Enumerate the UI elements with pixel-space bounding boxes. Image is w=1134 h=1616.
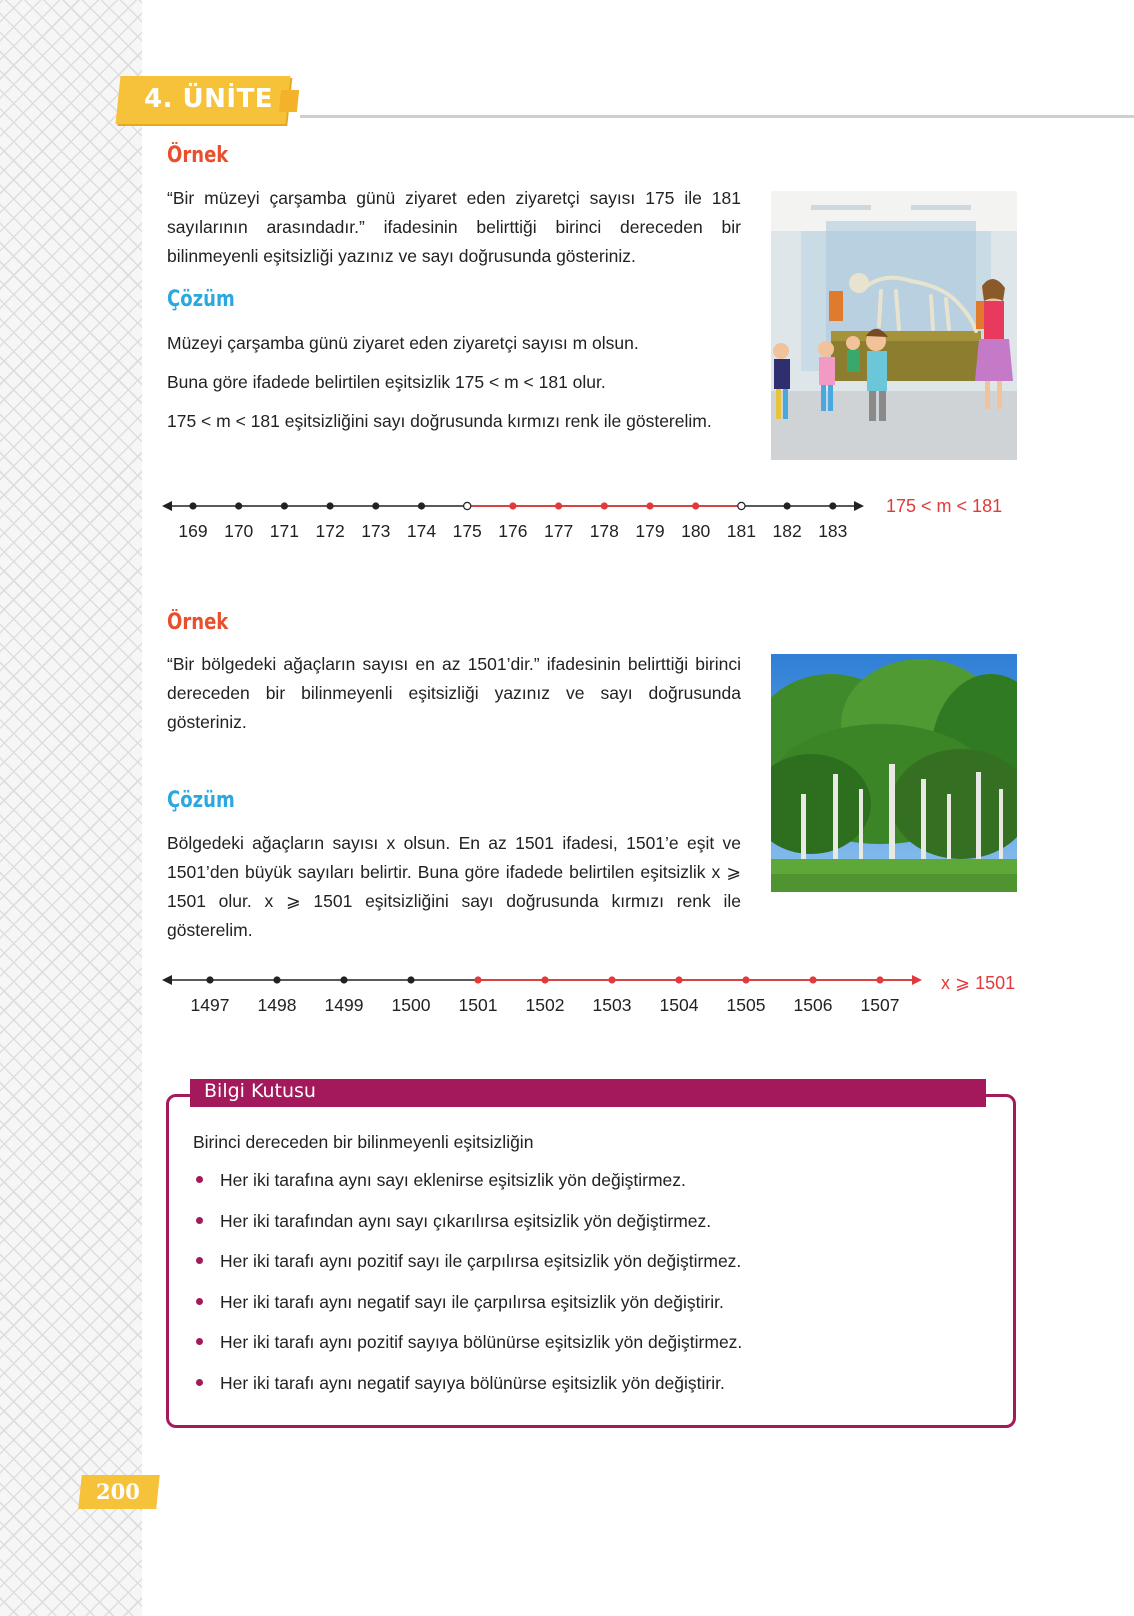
solution-point bbox=[742, 976, 749, 983]
tick-label: 176 bbox=[498, 521, 528, 541]
point bbox=[327, 502, 334, 509]
point bbox=[407, 976, 414, 983]
point bbox=[235, 502, 242, 509]
tick-label: 1505 bbox=[726, 995, 766, 1015]
point bbox=[206, 976, 213, 983]
info-box-list bbox=[193, 1170, 742, 1413]
example2-question: “Bir bölgedeki ağaçların sayısı en az 1501’dir.” ifadesinin belirttiği birinci dereceden bir bilinmeyenli eşitsizliği yazınız ve sayı doğrusunda gösteriniz. bbox=[167, 654, 741, 732]
tick-label: 177 bbox=[543, 521, 574, 541]
header-rule bbox=[300, 115, 1134, 118]
tick-label: 1502 bbox=[525, 995, 565, 1015]
example1-solution-heading: Çözüm bbox=[167, 287, 235, 312]
museum-illustration bbox=[771, 191, 1017, 460]
tick-label: 174 bbox=[406, 521, 437, 541]
arrow-right-icon bbox=[912, 975, 922, 985]
arrow-right-icon bbox=[854, 501, 864, 511]
solution-point bbox=[509, 502, 516, 509]
point bbox=[340, 976, 347, 983]
point bbox=[372, 502, 379, 509]
point bbox=[281, 502, 288, 509]
forest-photo bbox=[771, 654, 1017, 892]
solution-point bbox=[555, 502, 562, 509]
bullet-icon bbox=[196, 1217, 203, 1224]
example1-heading: Örnek bbox=[167, 143, 229, 168]
tick-label: 1500 bbox=[391, 995, 431, 1015]
solution-point bbox=[692, 502, 699, 509]
unit-label: 4. ÜNİTE bbox=[144, 84, 274, 114]
bullet-icon bbox=[196, 1257, 203, 1264]
solution-point bbox=[675, 976, 682, 983]
info-list-item: Her iki tarafından aynı sayı çıkarılırsa eşitsizlik yön değiştirmez. bbox=[193, 1211, 742, 1252]
tick-label: 181 bbox=[726, 521, 757, 541]
tick-label: 169 bbox=[178, 521, 208, 541]
tick-label: 1507 bbox=[860, 995, 900, 1015]
number-line-2 bbox=[160, 968, 930, 1022]
solution-point bbox=[876, 976, 883, 983]
number-line-2-label: x ⩾ 1501 bbox=[941, 973, 1016, 993]
tick-label: 175 bbox=[452, 521, 482, 541]
number-line-1 bbox=[160, 494, 870, 548]
solution-point bbox=[541, 976, 548, 983]
solution-point bbox=[474, 976, 481, 983]
arrow-left-icon bbox=[162, 501, 172, 511]
solution-point bbox=[809, 976, 816, 983]
bullet-icon bbox=[196, 1379, 203, 1386]
tick-label: 1501 bbox=[458, 995, 498, 1015]
solution-point bbox=[601, 502, 608, 509]
example2-heading: Örnek bbox=[167, 610, 229, 635]
unit-banner bbox=[104, 76, 304, 124]
solution-line: 175 < m < 181 eşitsizliğini sayı doğrusunda kırmızı renk ile gösterelim. bbox=[167, 411, 712, 431]
tick-label: 1504 bbox=[659, 995, 699, 1015]
number-line-1-label: 175 < m < 181 bbox=[886, 496, 1003, 516]
tick-label: 180 bbox=[681, 521, 711, 541]
info-list-item: Her iki tarafına aynı sayı eklenirse eşitsizlik yön değiştirmez. bbox=[193, 1170, 742, 1211]
tick-label: 1498 bbox=[257, 995, 297, 1015]
point bbox=[273, 976, 280, 983]
open-point bbox=[738, 502, 745, 509]
bullet-icon bbox=[196, 1338, 203, 1345]
point bbox=[418, 502, 425, 509]
solution-point bbox=[646, 502, 653, 509]
info-box-title: Bilgi Kutusu bbox=[204, 1080, 316, 1102]
solution-line: Müzeyi çarşamba günü ziyaret eden ziyaretçi sayısı m olsun. bbox=[167, 333, 639, 353]
open-point bbox=[464, 502, 471, 509]
tick-label: 1506 bbox=[793, 995, 833, 1015]
info-list-item: Her iki tarafı aynı pozitif sayıya bölünürse eşitsizlik yön değiştirmez. bbox=[193, 1332, 742, 1373]
bullet-icon bbox=[196, 1176, 203, 1183]
example2-solution-heading: Çözüm bbox=[167, 788, 235, 813]
info-list-item: Her iki tarafı aynı negatif sayı ile çarpılırsa eşitsizlik yön değiştirir. bbox=[193, 1292, 742, 1333]
point bbox=[189, 502, 196, 509]
tick-label: 1499 bbox=[324, 995, 364, 1015]
example1-solution bbox=[167, 329, 741, 436]
tick-label: 172 bbox=[315, 521, 345, 541]
info-list-item: Her iki tarafı aynı negatif sayıya bölünürse eşitsizlik yön değiştirir. bbox=[193, 1373, 742, 1414]
solution-point bbox=[608, 976, 615, 983]
tick-label: 173 bbox=[361, 521, 391, 541]
tick-label: 183 bbox=[818, 521, 848, 541]
decorative-lattice-margin bbox=[0, 0, 142, 1616]
info-box-intro: Birinci dereceden bir bilinmeyenli eşitsizliğin bbox=[193, 1132, 534, 1152]
point bbox=[784, 502, 791, 509]
info-list-item: Her iki tarafı aynı pozitif sayı ile çarpılırsa eşitsizlik yön değiştirmez. bbox=[193, 1251, 742, 1292]
tick-label: 1503 bbox=[592, 995, 632, 1015]
tick-label: 170 bbox=[224, 521, 254, 541]
example1-question: “Bir müzeyi çarşamba günü ziyaret eden ziyaretçi sayısı 175 ile 181 sayılarının arasındadır.” ifadesinin belirttiği birinci dereceden bir bilinmeyenli eşitsizliği yazınız ve sayı doğrusunda gösteriniz. bbox=[167, 188, 741, 266]
page-number: 200 bbox=[96, 1479, 140, 1504]
point bbox=[829, 502, 836, 509]
arrow-left-icon bbox=[162, 975, 172, 985]
tick-label: 178 bbox=[589, 521, 619, 541]
page-number-tag bbox=[72, 1475, 160, 1509]
tick-label: 1497 bbox=[190, 995, 230, 1015]
tick-label: 179 bbox=[635, 521, 665, 541]
tick-label: 171 bbox=[269, 521, 300, 541]
solution-line: Buna göre ifadede belirtilen eşitsizlik 175 < m < 181 olur. bbox=[167, 372, 606, 392]
example2-solution: Bölgedeki ağaçların sayısı x olsun. En az 1501 ifadesi, 1501’e eşit ve 1501’den büyük sayıları belirtir. Buna göre ifadede belirtilen eşitsizlik x ⩾ 1501 olur. x ⩾ 1501 eşitsizliğini sayı doğrusunda kırmızı renk ile gösterelim. bbox=[167, 833, 741, 940]
bullet-icon bbox=[196, 1298, 203, 1305]
tick-label: 182 bbox=[772, 521, 802, 541]
